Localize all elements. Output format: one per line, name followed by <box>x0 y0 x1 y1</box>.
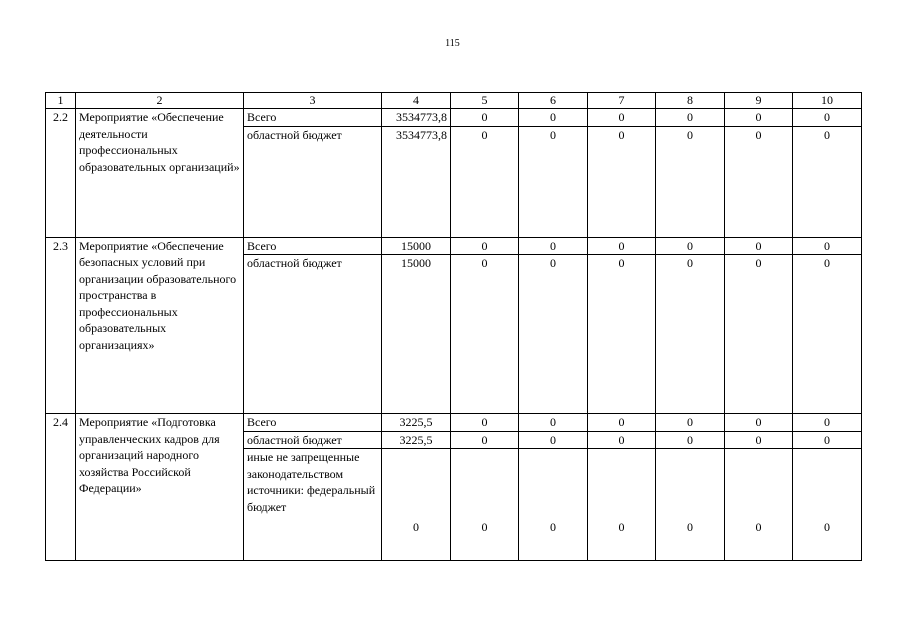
value-cell: 0 <box>793 109 862 127</box>
value-cell: 0 <box>519 237 588 255</box>
value-cell: 0 <box>725 237 793 255</box>
value-cell: 0 <box>451 109 519 127</box>
value-cell: 0 <box>451 237 519 255</box>
value-cell: 3534773,8 <box>382 109 451 127</box>
value-cell: 0 <box>725 255 793 414</box>
header-cell: 8 <box>656 93 725 109</box>
funding-source: областной бюджет <box>244 126 382 237</box>
activity-title: Мероприятие «Обеспечение деятельности профессиональных образовательных организаций» <box>76 109 244 238</box>
value-cell: 0 <box>725 109 793 127</box>
funding-source: областной бюджет <box>244 255 382 414</box>
table-row <box>46 414 862 432</box>
value-cell: 0 <box>793 449 862 561</box>
activity-title: Мероприятие «Подготовка управленческих кадров для организаций народного хозяйства Российской Федерации» <box>76 414 244 561</box>
value-cell: 0 <box>656 237 725 255</box>
header-cell: 1 <box>46 93 76 109</box>
header-cell: 3 <box>244 93 382 109</box>
header-cell: 7 <box>588 93 656 109</box>
value-cell: 0 <box>451 431 519 449</box>
value-cell: 0 <box>725 414 793 432</box>
header-cell: 2 <box>76 93 244 109</box>
header-cell: 10 <box>793 93 862 109</box>
value-cell: 0 <box>588 449 656 561</box>
value-cell: 0 <box>793 126 862 237</box>
value-cell: 0 <box>656 449 725 561</box>
header-cell: 6 <box>519 93 588 109</box>
value-cell: 0 <box>519 126 588 237</box>
value-cell: 0 <box>588 431 656 449</box>
row-index: 2.2 <box>46 109 76 238</box>
value-cell: 0 <box>382 449 451 561</box>
value-cell: 0 <box>793 431 862 449</box>
value-cell: 0 <box>588 109 656 127</box>
value-cell: 0 <box>451 414 519 432</box>
value-cell: 0 <box>656 255 725 414</box>
value-cell: 0 <box>656 431 725 449</box>
row-index: 2.3 <box>46 237 76 414</box>
value-cell: 0 <box>519 255 588 414</box>
value-cell: 0 <box>519 414 588 432</box>
budget-table <box>45 92 862 561</box>
value-cell: 0 <box>725 449 793 561</box>
page-number: 115 <box>445 38 460 49</box>
value-cell: 0 <box>588 237 656 255</box>
value-cell: 0 <box>519 109 588 127</box>
value-cell: 0 <box>793 255 862 414</box>
value-cell: 15000 <box>382 255 451 414</box>
value-cell: 0 <box>656 109 725 127</box>
table-row <box>46 237 862 255</box>
activity-title: Мероприятие «Обеспечение безопасных условий при организации образовательного пространства в профессиональных образовательных организациях» <box>76 237 244 414</box>
funding-source: Всего <box>244 109 382 127</box>
table-header-row <box>46 93 862 109</box>
funding-source: областной бюджет <box>244 431 382 449</box>
value-cell: 0 <box>588 255 656 414</box>
value-cell: 0 <box>451 126 519 237</box>
value-cell: 0 <box>793 237 862 255</box>
header-cell: 9 <box>725 93 793 109</box>
value-cell: 0 <box>451 449 519 561</box>
value-cell: 0 <box>656 126 725 237</box>
value-cell: 0 <box>588 414 656 432</box>
value-cell: 3225,5 <box>382 431 451 449</box>
value-cell: 0 <box>451 255 519 414</box>
value-cell: 0 <box>725 126 793 237</box>
value-cell: 0 <box>588 126 656 237</box>
value-cell: 0 <box>519 431 588 449</box>
value-cell: 0 <box>725 431 793 449</box>
row-index: 2.4 <box>46 414 76 561</box>
header-cell: 4 <box>382 93 451 109</box>
table-row <box>46 109 862 127</box>
value-cell: 3225,5 <box>382 414 451 432</box>
value-cell: 0 <box>519 449 588 561</box>
funding-source: Всего <box>244 237 382 255</box>
value-cell: 3534773,8 <box>382 126 451 237</box>
header-cell: 5 <box>451 93 519 109</box>
funding-source: иные не запрещенные законодательством источники: федеральный бюджет <box>244 449 382 561</box>
value-cell: 15000 <box>382 237 451 255</box>
value-cell: 0 <box>656 414 725 432</box>
value-cell: 0 <box>793 414 862 432</box>
funding-source: Всего <box>244 414 382 432</box>
